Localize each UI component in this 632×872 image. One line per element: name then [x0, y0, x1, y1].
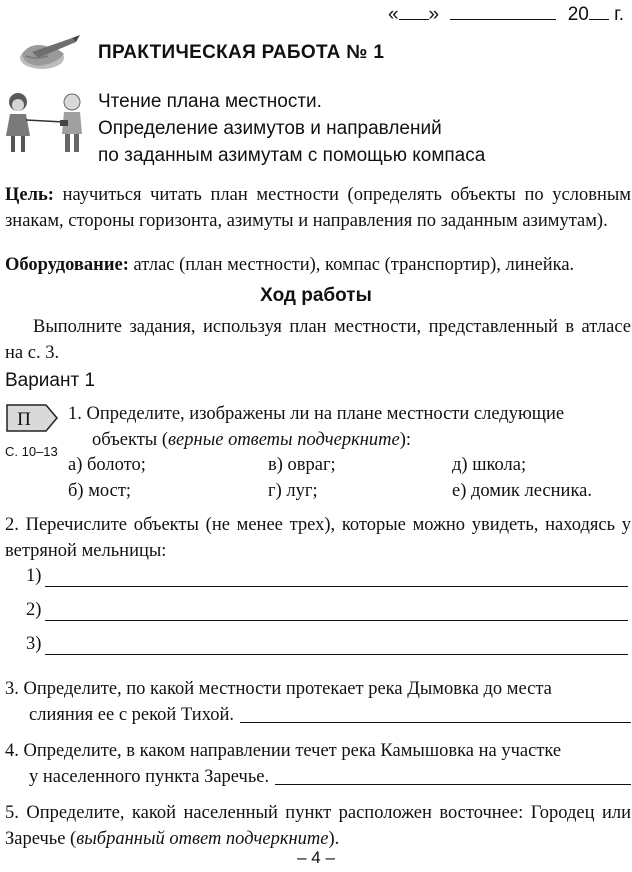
intro-paragraph: Выполните задания, используя план местности, представленный в атласе на с. 3.	[5, 317, 631, 363]
textbook-pages: С. 10–13	[5, 444, 58, 459]
children-measuring-icon	[2, 90, 90, 160]
option[interactable]: б) мост;	[68, 481, 132, 501]
option[interactable]: а) болото;	[68, 455, 146, 475]
question-3: 3. Определите, по какой местности протекает река Дымовка до места слияния ее с рекой Тихой.	[5, 676, 631, 728]
page-title: ПРАКТИЧЕСКАЯ РАБОТА № 1	[98, 42, 385, 63]
answer-line[interactable]: 1)	[26, 566, 628, 587]
date-month-blank	[450, 19, 556, 20]
equipment-paragraph: Оборудование: атлас (план местности), компас (транспортир), линейка.	[5, 255, 575, 275]
page-number: – 4 –	[297, 848, 335, 867]
work-subtitle: Чтение плана местности. Определение азимутов и направлений по заданным азимутам с помощью компаса	[98, 91, 486, 166]
question-1: 1. Определите, изображены ли на плане местности следующие объекты (верные ответы подчеркните):	[68, 404, 565, 450]
tag-letter: П	[17, 409, 31, 430]
date-year-blank	[589, 19, 609, 20]
date-field: « » 20 г.	[387, 4, 624, 25]
date-day-blank	[399, 19, 429, 20]
option[interactable]: д) школа;	[452, 455, 527, 475]
option[interactable]: в) овраг;	[268, 455, 336, 475]
answer-line[interactable]: 2)	[26, 600, 628, 621]
textbook-tag-icon	[6, 404, 58, 432]
option[interactable]: г) луг;	[268, 481, 318, 501]
answer-line[interactable]	[275, 784, 631, 785]
option[interactable]: е) домик лесника.	[452, 481, 592, 501]
question-1-options	[68, 452, 628, 504]
answer-line[interactable]	[240, 722, 631, 723]
question-4: 4. Определите, в каком направлении течет река Камышовка на участке у населенного пункта Заречье.	[5, 738, 631, 790]
goal-paragraph: Цель: научиться читать план местности (определять объекты по условным знакам, стороны горизонта, азимуты и направления по заданным азимутам).	[5, 185, 631, 231]
hand-writing-icon	[12, 30, 82, 72]
question-5: 5. Определите, какой населенный пункт расположен восточнее: Городец или Заречье (выбранный ответ подчеркните).	[5, 803, 631, 849]
question-2: 2. Перечислите объекты (не менее трех), которые можно увидеть, находясь у ветряной мельницы:	[5, 515, 631, 561]
variant-label: Вариант 1	[5, 370, 96, 391]
section-heading: Ход работы	[260, 285, 372, 306]
answer-line[interactable]: 3)	[26, 634, 628, 655]
